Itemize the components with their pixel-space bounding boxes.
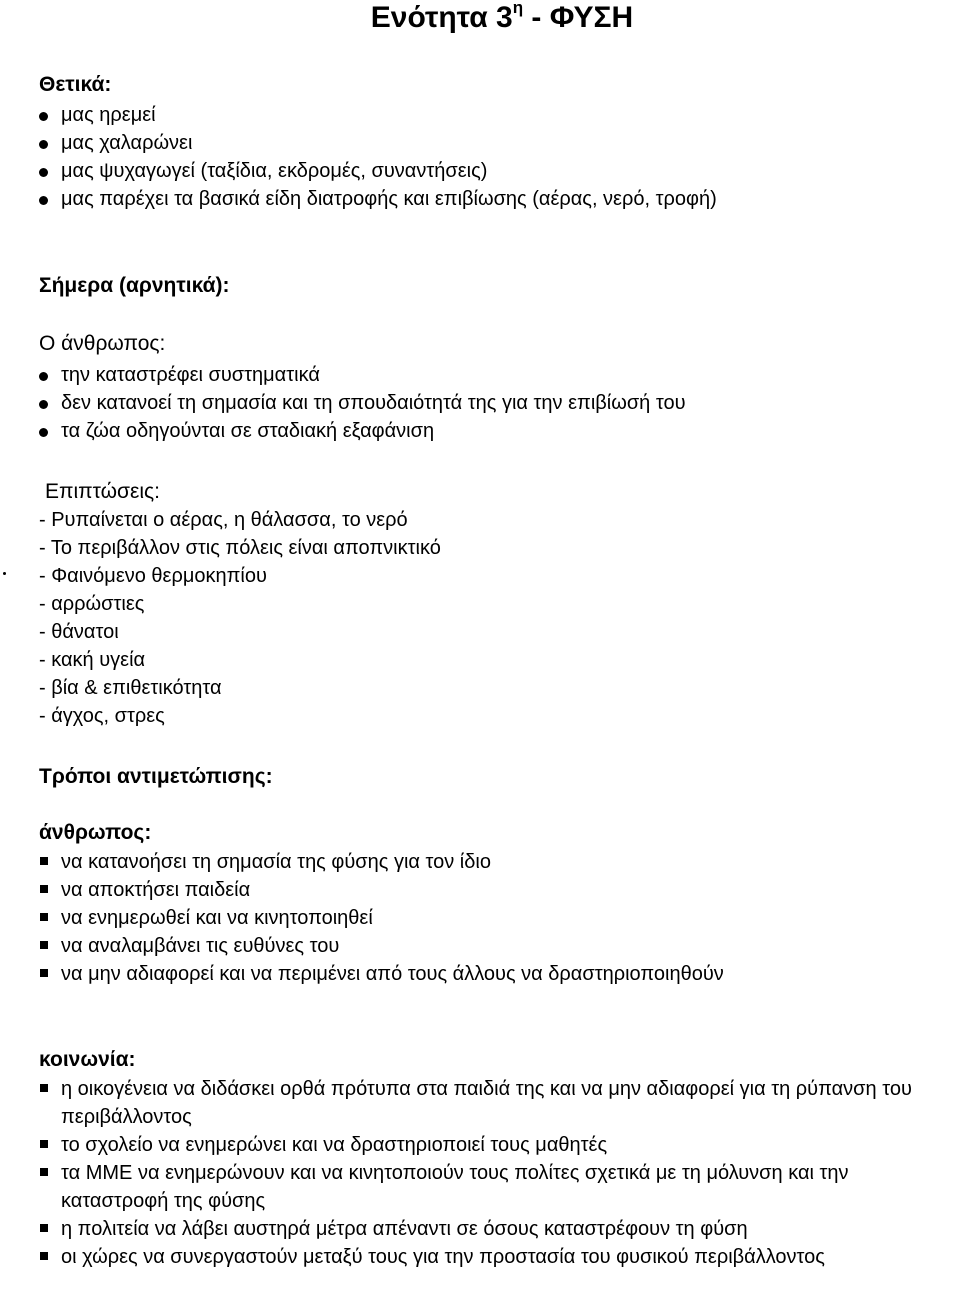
bullet-square-icon	[40, 1140, 48, 1148]
list-item: - Φαινόμενο θερμοκηπίου	[39, 565, 267, 587]
list-item: - άγχος, στρες	[39, 705, 165, 727]
bullet-square-icon	[40, 885, 48, 893]
solutions-heading: Τρόποι αντιμετώπισης:	[39, 765, 273, 788]
list-item: η οικογένεια να διδάσκει ορθά πρότυπα στα παιδιά της και να μην αδιαφορεί για τη ρύπανση του περιβάλλοντος	[39, 1075, 960, 1131]
list-item: να ενημερωθεί και να κινητοποιηθεί	[39, 904, 724, 932]
effects-heading: Επιπτώσεις:	[45, 480, 160, 503]
bullet-square-icon	[40, 941, 48, 949]
title-main: Ενότητα 3	[370, 1, 513, 34]
list-item: - Ρυπαίνεται ο αέρας, η θάλασσα, το νερό	[39, 509, 408, 531]
list-item: - κακή υγεία	[39, 649, 146, 671]
list-item: τα ΜΜΕ να ενημερώνουν και να κινητοποιούν τους πολίτες σχετικά με τη μόλυνση και την καταστροφή της φύσης	[39, 1159, 960, 1215]
list-item: τα ζώα οδηγούνται σε σταδιακή εξαφάνιση	[39, 417, 686, 445]
list-item: μας ηρεμεί	[39, 101, 717, 129]
bullet-dot-icon	[39, 372, 48, 381]
solutions-human-heading: άνθρωπος:	[39, 821, 152, 844]
list-item: να μην αδιαφορεί και να περιμένει από τους άλλους να δραστηριοποιηθούν	[39, 960, 724, 988]
today-human-heading: Ο άνθρωπος:	[39, 332, 166, 355]
list-item: μας ψυχαγωγεί (ταξίδια, εκδρομές, συναντήσεις)	[39, 157, 717, 185]
bullet-dot-icon	[39, 140, 48, 149]
bullet-square-icon	[40, 1168, 48, 1176]
solutions-society-list	[39, 1075, 960, 1271]
bullet-dot-icon	[39, 168, 48, 177]
bullet-dot-icon	[39, 196, 48, 205]
today-list	[39, 361, 686, 445]
list-item: - αρρώστιες	[39, 593, 145, 615]
list-item: να αναλαμβάνει τις ευθύνες του	[39, 932, 724, 960]
list-item: - Το περιβάλλον στις πόλεις είναι αποπνικτικό	[39, 537, 441, 559]
bullet-dot-icon	[39, 112, 48, 121]
bullet-square-icon	[40, 1252, 48, 1260]
list-item: να κατανοήσει τη σημασία της φύσης για τον ίδιο	[39, 848, 724, 876]
bullet-square-icon	[40, 913, 48, 921]
bullet-square-icon	[40, 969, 48, 977]
list-item: δεν κατανοεί τη σημασία και τη σπουδαιότητά της για την επιβίωσή του	[39, 389, 686, 417]
list-item: οι χώρες να συνεργαστούν μεταξύ τους για την προστασία του φυσικού περιβάλλοντος	[39, 1243, 960, 1271]
solutions-society-heading: κοινωνία:	[39, 1048, 136, 1071]
positives-heading: Θετικά:	[39, 73, 112, 96]
solutions-human-list	[39, 848, 724, 988]
stray-dot	[3, 572, 6, 575]
list-item: μας παρέχει τα βασικά είδη διατροφής και επιβίωσης (αέρας, νερό, τροφή)	[39, 185, 717, 213]
bullet-dot-icon	[39, 400, 48, 409]
list-item: - βία & επιθετικότητα	[39, 677, 222, 699]
list-item: να αποκτήσει παιδεία	[39, 876, 724, 904]
title-superscript: η	[512, 0, 524, 17]
bullet-square-icon	[40, 1224, 48, 1232]
list-item: την καταστρέφει συστηματικά	[39, 361, 686, 389]
list-item: η πολιτεία να λάβει αυστηρά μέτρα απέναντι σε όσους καταστρέφουν τη φύση	[39, 1215, 960, 1243]
today-heading: Σήμερα (αρνητικά):	[39, 274, 230, 297]
effects-list	[39, 506, 441, 730]
positives-list	[39, 101, 717, 213]
list-item: το σχολείο να ενημερώνει και να δραστηριοποιεί τους μαθητές	[39, 1131, 960, 1159]
list-item: μας χαλαρώνει	[39, 129, 717, 157]
list-item: - θάνατοι	[39, 621, 119, 643]
bullet-square-icon	[40, 857, 48, 865]
bullet-square-icon	[40, 1084, 48, 1092]
page-title	[0, 0, 960, 36]
bullet-dot-icon	[39, 428, 48, 437]
title-rest: - ΦΥΣΗ	[523, 1, 634, 34]
